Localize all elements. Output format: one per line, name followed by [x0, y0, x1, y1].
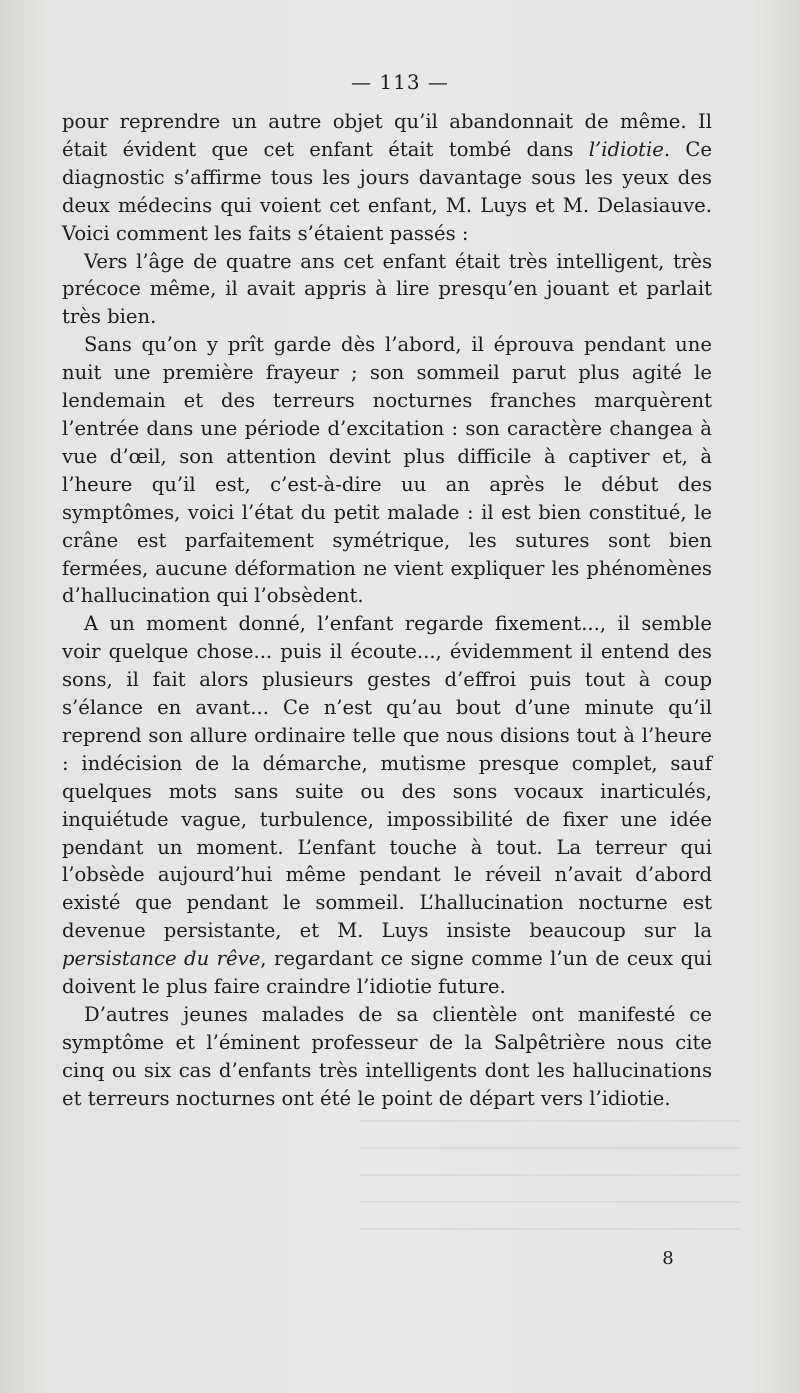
- paragraph-4: [62, 610, 712, 1001]
- body-text: [62, 108, 712, 1113]
- paragraph-4-text: A un moment donné, l’enfant regarde fixement..., il semble voir quelque chose... puis il écoute..., évidemment il entend des sons, il fait alors plusieurs gestes d’effroi puis tout à coup s’élance en avant... Ce n’est qu’au bout d’une minute qu’il reprend son allure ordinaire telle que nous disions tout à l’heure : indécision de la démarche, mutisme presque complet, sauf quelques mots sans suite ou des sons vocaux inarticulés, inquiétude vague, turbulence, impossibilité de fixer une idée pendant un moment. L’enfant touche à tout. La terreur qui l’obsède aujourd’hui même pendant le réveil n’avait d’abord existé que pendant le sommeil. L’hallucination nocturne est devenue persistante, et M. Luys insiste beaucoup sur la: [62, 612, 712, 943]
- paragraph-5: D’autres jeunes malades de sa clientèle ont manifesté ce symptôme et l’éminent professeur de la Salpêtrière nous cite cinq ou six cas d’enfants très intelligents dont les hallucinations et terreurs nocturnes ont été le point de départ vers l’idiotie.: [62, 1003, 712, 1110]
- paragraph-1-text-end: . Ce diagnostic s’affirme tous les jours davantage sous les yeux des deux médecins qui voient cet enfant, M. Luys et M. Delasiauve. Voici comment les faits s’étaient passés :: [62, 137, 713, 245]
- paragraph-2: Vers l’âge de quatre ans cet enfant était très intelligent, très précoce même, il avait appris à lire presqu’en jouant et parlait très bien.: [62, 249, 712, 329]
- paragraph-4-text-end: , regardant ce signe comme l’un de ceux qui doivent le plus faire craindre l’idiotie future.: [62, 947, 712, 999]
- signature-mark: 8: [662, 1248, 674, 1269]
- paragraph-3: Sans qu’on y prît garde dès l’abord, il éprouva pendant une nuit une première frayeur ; son sommeil parut plus agité le lendemain et des terreurs nocturnes franches marquèrent l’entrée dans une période d’excitation : son caractère changea à vue d’œil, son attention devint plus difficile à captiver et, à l’heure qu’il est, c’est-à-dire uu an après le début des symptômes, voici l’état du petit malade : il est bien constitué, le crâne est parfaitement symétrique, les sutures sont bien fermées, aucune déformation ne vient expliquer les phénomènes d’hallucination qui l’obsèdent.: [62, 333, 712, 608]
- page-number: — 113 —: [351, 70, 449, 94]
- paragraph-1-italic: l’idiotie: [588, 137, 664, 161]
- paragraph-1-text: pour reprendre un autre objet qu’il abandonnait de même. Il était évident que cet enfant était tombé dans: [62, 110, 712, 161]
- show-through-bleed: [360, 1120, 740, 1250]
- paragraph-4-italic: persistance du rêve: [62, 947, 261, 971]
- paragraph-1: [62, 108, 712, 248]
